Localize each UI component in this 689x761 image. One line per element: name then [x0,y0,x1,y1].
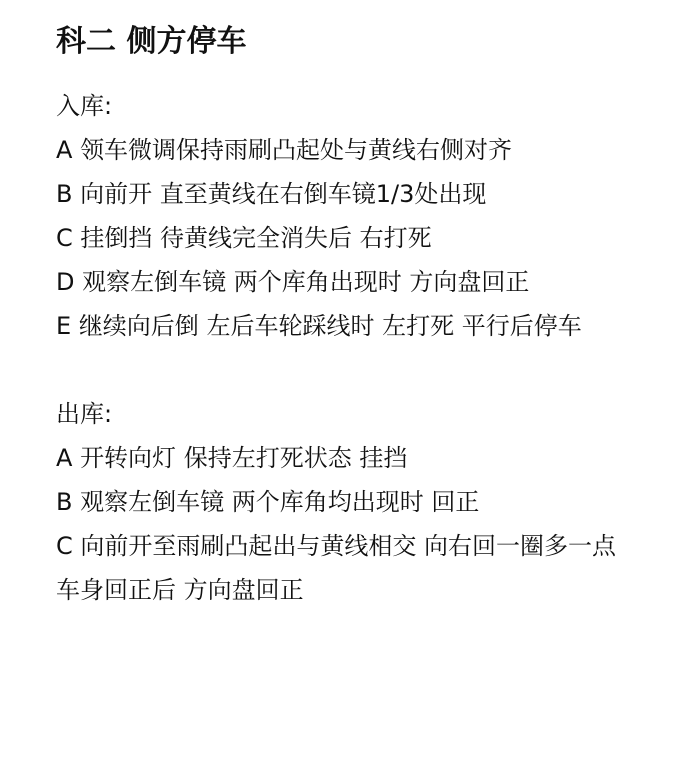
step-text: 向前开 直至黄线在右倒车镜1/3处出现 [80,180,487,208]
step-letter: E [56,312,72,340]
exit-step-b [56,480,633,524]
exit-step-c [56,524,633,612]
section-heading-entry: 入库: [56,92,113,120]
step-letter: A [56,444,73,472]
step-letter: B [56,488,73,516]
step-letter: C [56,224,73,252]
section-heading-exit: 出库: [56,400,113,428]
entry-step-b [56,172,633,216]
step-text: 开转向灯 保持左打死状态 挂挡 [80,444,408,472]
entry-step-d [56,260,633,304]
step-letter: C [56,532,73,560]
step-text: 观察左倒车镜 两个库角均出现时 回正 [80,488,480,516]
step-text: 继续向后倒 左后车轮踩线时 左打死 平行后停车 [78,312,582,340]
step-letter: D [56,268,75,296]
entry-step-e [56,304,633,348]
step-text: 挂倒挡 待黄线完全消失后 右打死 [80,224,432,252]
step-text: 领车微调保持雨刷凸起处与黄线右侧对齐 [80,136,513,164]
section-entry [56,84,633,348]
exit-step-a [56,436,633,480]
step-text: 向前开至雨刷凸起出与黄线相交 向右回一圈多一点 车身回正后 方向盘回正 [56,532,617,604]
entry-step-c [56,216,633,260]
page-title: 科二 侧方停车 [56,24,247,59]
step-text: 观察左倒车镜 两个库角出现时 方向盘回正 [82,268,530,296]
step-letter: B [56,180,73,208]
step-letter: A [56,136,73,164]
entry-step-a [56,128,633,172]
section-exit [56,392,633,612]
